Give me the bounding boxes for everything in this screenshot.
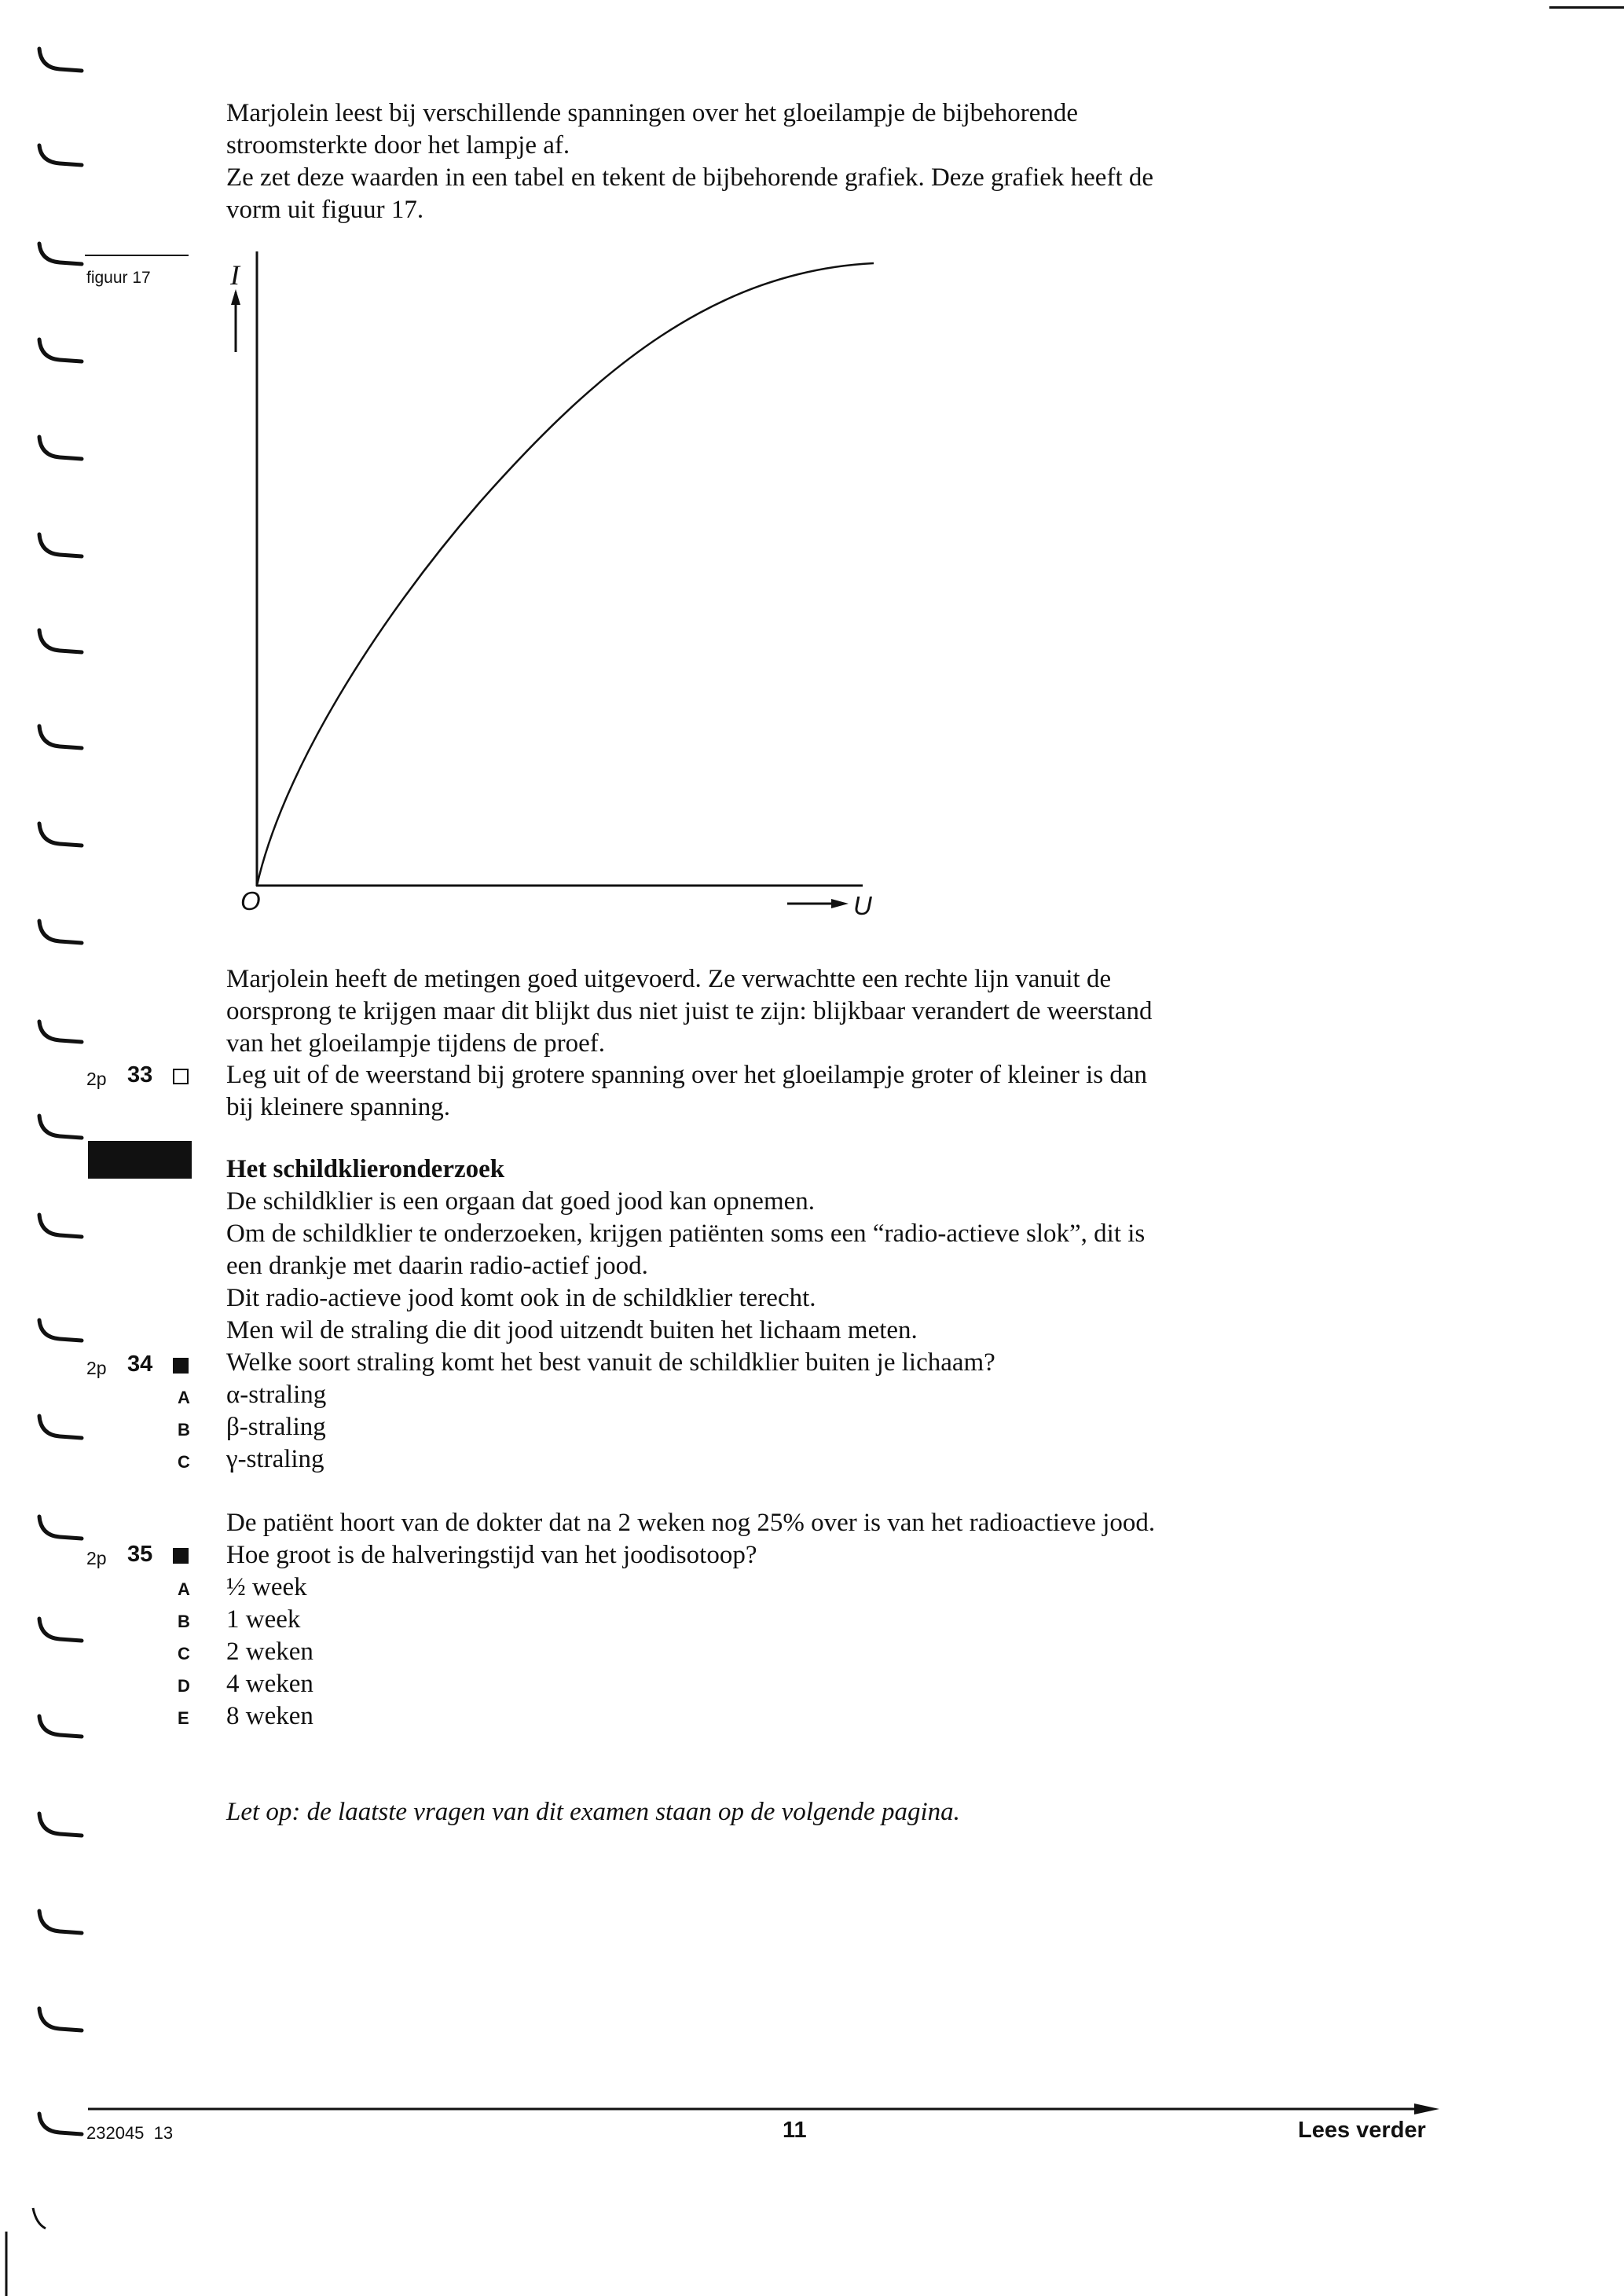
q34-option-letter: A (178, 1388, 190, 1407)
figure-17-graph (220, 251, 896, 935)
section-line: Men wil de straling die dit jood uitzendt buiten het lichaam meten. (226, 1316, 918, 1344)
paragraph-2-line: Marjolein heeft de metingen goed uitgevoerd. Ze verwachtte een rechte lijn vanuit de (226, 965, 1112, 993)
section-line: een drankje met daarin radio-actief jood. (226, 1252, 648, 1280)
q35-option-text: 1 week (226, 1605, 301, 1634)
q34-filled-box (173, 1358, 189, 1374)
origin-label: O (240, 886, 261, 915)
corner-rule (1549, 6, 1624, 9)
q34-option-text: γ-straling (226, 1445, 324, 1473)
next-page-note: Let op: de laatste vragen van dit examen staan op de volgende pagina. (226, 1798, 960, 1826)
section-marker (88, 1141, 192, 1179)
q35-option-letter: A (178, 1579, 190, 1599)
q35-option-letter: D (178, 1676, 190, 1696)
footer-rule (79, 2098, 1446, 2122)
figure-caption: figuur 17 (86, 269, 151, 287)
q35-points: 2p (86, 1548, 107, 1568)
section-heading: Het schildklieronderzoek (226, 1155, 505, 1183)
intro-line: vorm uit figuur 17. (226, 196, 424, 224)
y-axis-label: I (230, 259, 240, 291)
section-line: Om de schildklier te onderzoeken, krijgen patiënten soms een “radio-actieve slok”, dit is (226, 1220, 1146, 1248)
q33-line: Leg uit of de weerstand bij grotere spanning over het gloeilampje groter of kleiner is dan (226, 1061, 1148, 1089)
paragraph-2 (226, 963, 1326, 1060)
intro-line: Ze zet deze waarden in een tabel en tekent de bijbehorende grafiek. Deze grafiek heeft de (226, 163, 1154, 192)
paragraph-2-line: van het gloeilampje tijdens de proef. (226, 1029, 606, 1058)
q35-option-letter: C (178, 1644, 190, 1663)
q34-option-letter: B (178, 1420, 190, 1440)
q35-option-letter: B (178, 1612, 190, 1631)
footer-code: 232045 13 (86, 2123, 174, 2143)
q35-option-text: 8 weken (226, 1702, 313, 1730)
q33-line: bij kleinere spanning. (226, 1093, 451, 1121)
paragraph-2-line: oorsprong te krijgen maar dit blijkt dus niet juist te zijn: blijkbaar verandert de weerstand (226, 997, 1153, 1025)
figure-caption-rule (85, 255, 189, 256)
q35-option-letter: E (178, 1708, 189, 1728)
q35-option-text: 4 weken (226, 1670, 313, 1698)
q35-option-text: 2 weken (226, 1638, 313, 1666)
section-line: De schildklier is een orgaan dat goed jood kan opnemen. (226, 1187, 816, 1216)
q34-question: Welke soort straling komt het best vanuit de schildklier buiten je lichaam? (226, 1348, 995, 1377)
x-arrow-head (831, 899, 849, 908)
q34-option-text: β-straling (226, 1413, 326, 1441)
section-block (226, 1154, 1326, 1347)
q35-intro: De patiënt hoort van de dokter dat na 2 weken nog 25% over is van het radioactieve jood. (226, 1509, 1156, 1537)
q35-question: Hoe groot is de halveringstijd van het joodisotoop? (226, 1541, 757, 1569)
section-line: Dit radio-actieve jood komt ook in de schildklier terecht. (226, 1284, 816, 1312)
intro-line: stroomsterkte door het lampje af. (226, 131, 570, 160)
y-arrow-head (231, 289, 240, 305)
q35-number: 35 (127, 1542, 153, 1567)
q34-number: 34 (127, 1352, 153, 1377)
q33-points: 2p (86, 1069, 107, 1089)
x-axis-label: U (853, 891, 872, 920)
binding-marks (0, 0, 102, 2296)
curve (257, 263, 874, 886)
q33-number: 33 (127, 1062, 153, 1087)
q33-text (226, 1059, 1326, 1124)
q33-open-box (173, 1069, 189, 1084)
page-number: 11 (783, 2118, 807, 2143)
intro-line: Marjolein leest bij verschillende spanningen over het gloeilampje de bijbehorende (226, 99, 1079, 127)
q35-filled-box (173, 1548, 189, 1564)
next-page-label: Lees verder (1298, 2118, 1426, 2143)
q35-option-text: ½ week (226, 1573, 307, 1601)
q34-option-text: α-straling (226, 1381, 327, 1409)
q34-option-letter: C (178, 1452, 190, 1472)
q34-points: 2p (86, 1358, 107, 1378)
intro-paragraph (226, 97, 1326, 226)
